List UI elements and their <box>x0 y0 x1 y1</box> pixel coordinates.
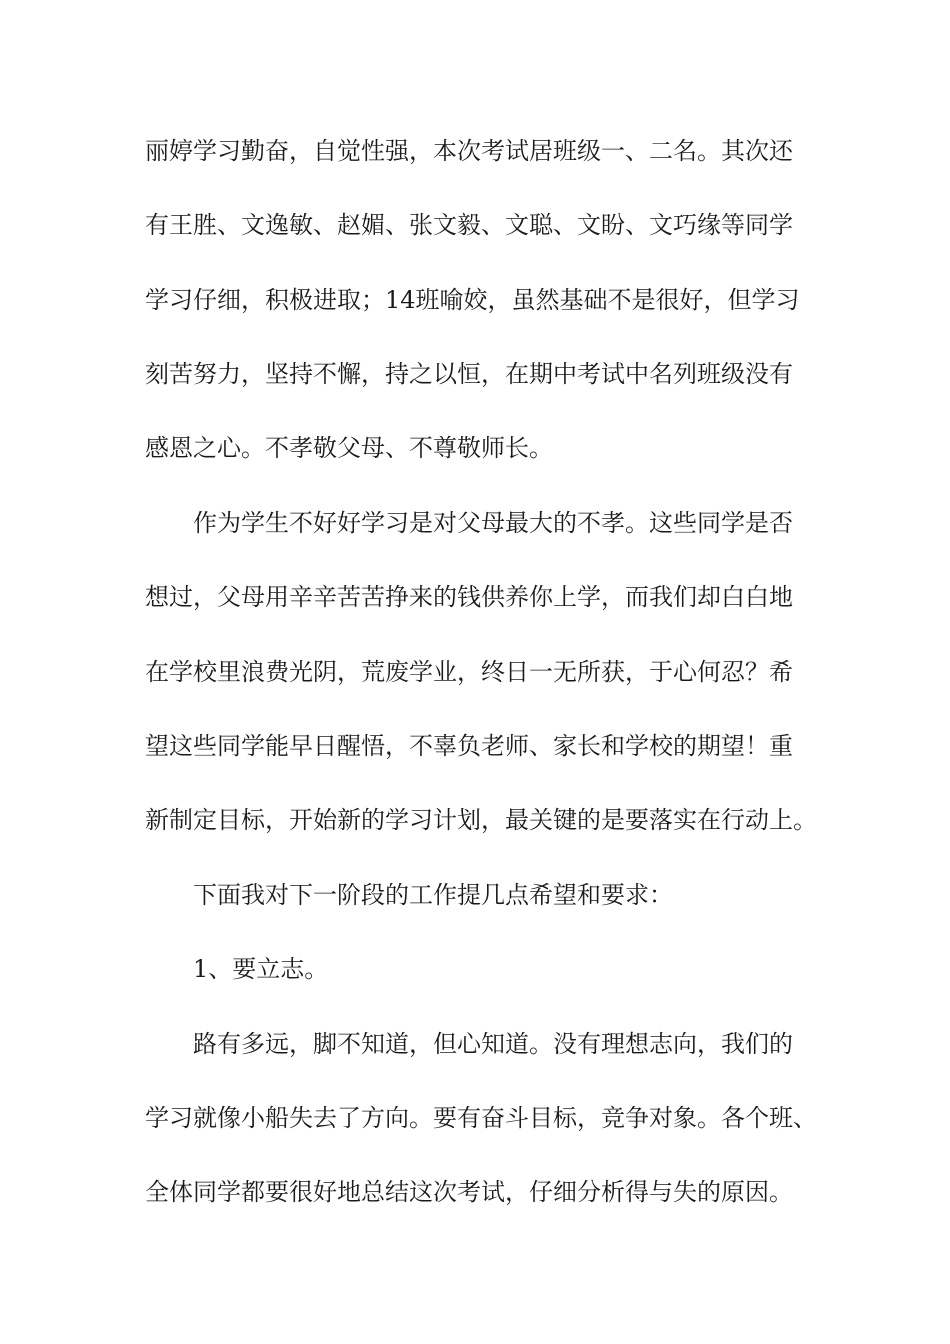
text-line: 感恩之心。不孝敬父母、不尊敬师长。 <box>145 434 553 462</box>
text-line: 刻苦努力，坚持不懈，持之以恒，在期中考试中名列班级没有 <box>145 360 793 388</box>
paragraph-first-line: 路有多远，脚不知道，但心知道。没有理想志向，我们的 <box>193 1030 793 1058</box>
text-line: 有王胜、文逸敏、赵媚、张文毅、文聪、文盼、文巧缘等同学 <box>145 211 793 239</box>
text-line: 想过，父母用辛辛苦苦挣来的钱供养你上学，而我们却白白地 <box>145 583 793 611</box>
text-line: 在学校里浪费光阴，荒废学业，终日一无所获，于心何忍？希 <box>145 658 793 686</box>
text-line: 学习仔细，积极进取；14班喻姣，虽然基础不是很好，但学习 <box>145 286 800 314</box>
text-line: 学习就像小船失去了方向。要有奋斗目标，竞争对象。各个班、 <box>145 1104 817 1132</box>
text-line: 全体同学都要很好地总结这次考试，仔细分析得与失的原因。 <box>145 1178 793 1206</box>
paragraph-first-line: 下面我对下一阶段的工作提几点希望和要求： <box>193 881 673 909</box>
text-line: 新制定目标，开始新的学习计划，最关键的是要落实在行动上。 <box>145 806 817 834</box>
text-line: 丽婷学习勤奋，自觉性强，本次考试居班级一、二名。其次还 <box>145 137 793 165</box>
paragraph-first-line: 作为学生不好好学习是对父母最大的不孝。这些同学是否 <box>193 509 793 537</box>
text-line: 望这些同学能早日醒悟，不辜负老师、家长和学校的期望！重 <box>145 732 793 760</box>
list-heading: 1、要立志。 <box>193 955 329 983</box>
